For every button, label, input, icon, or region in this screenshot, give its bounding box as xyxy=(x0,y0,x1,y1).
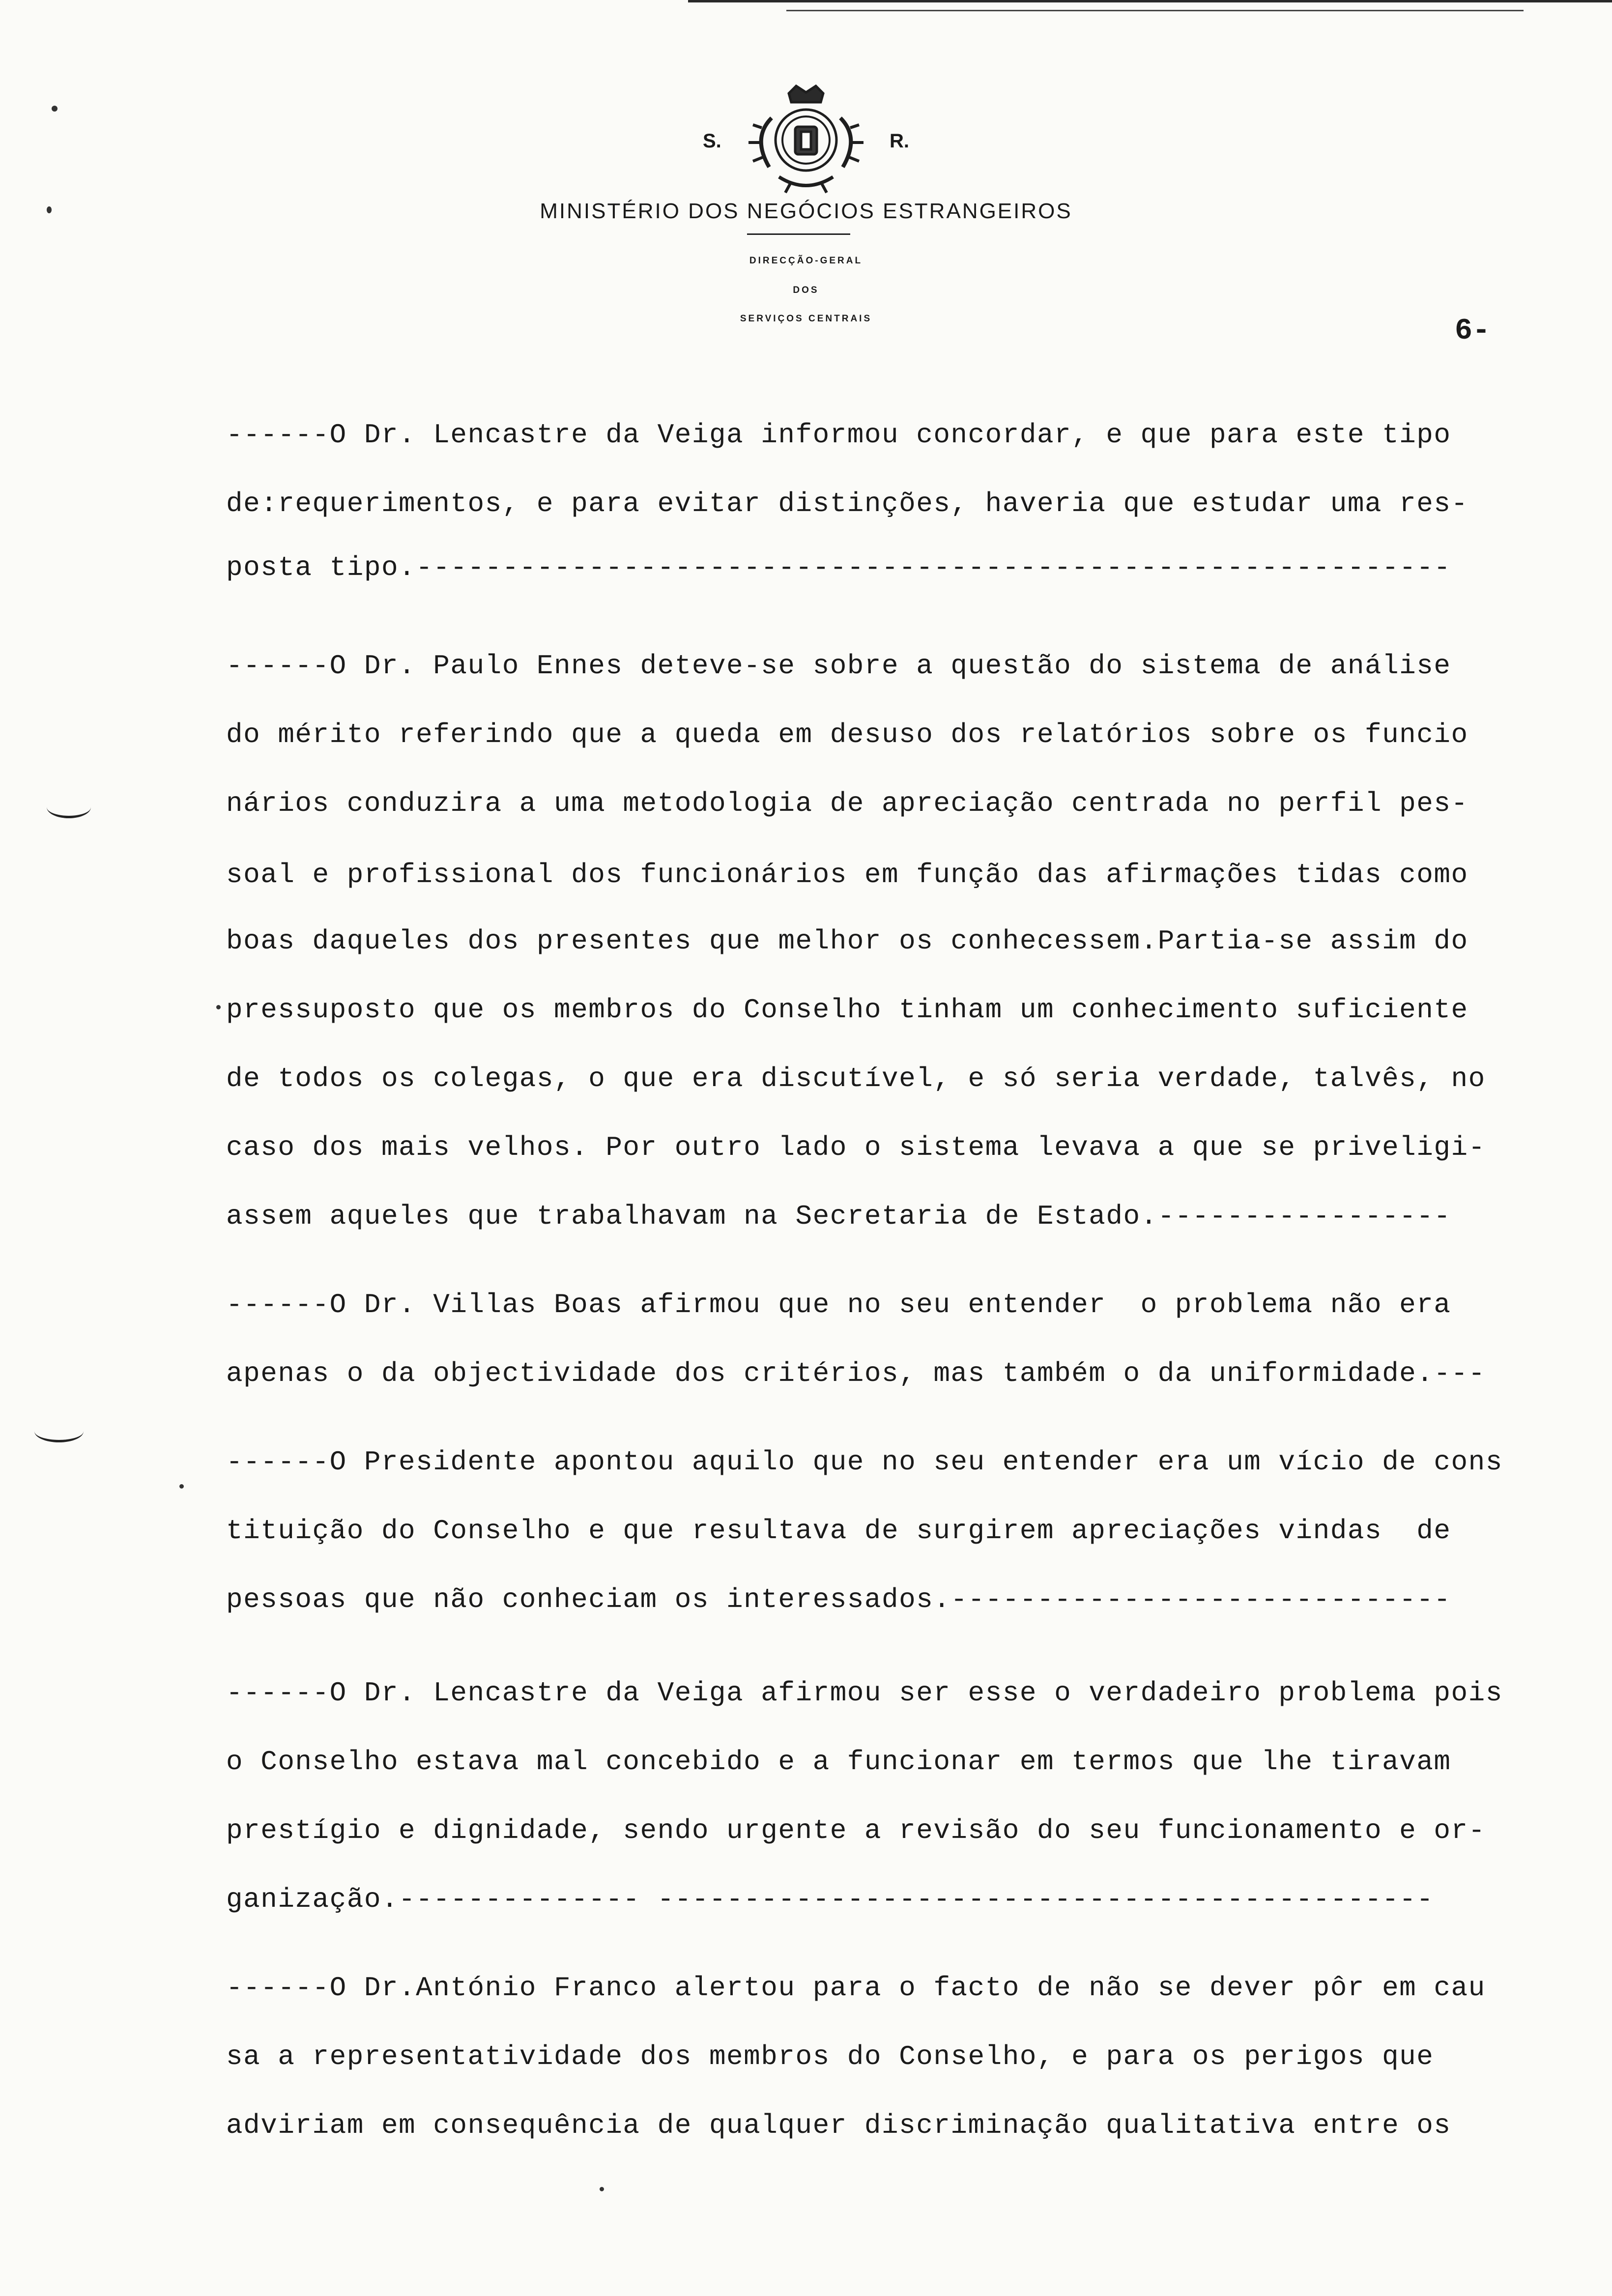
subheading-line-1: DIRECÇÃO-GERAL xyxy=(749,256,863,266)
text-line: ------O Dr.António Franco alertou para o facto de não se dever pôr em cau xyxy=(226,1972,1486,2004)
text-line: apenas o da objectividade dos critérios, mas também o da uniformidade.--- xyxy=(226,1358,1486,1389)
text-line: ------O Dr. Paulo Ennes deteve-se sobre a questão do sistema de análise xyxy=(226,650,1451,682)
top-edge-rule-secondary xyxy=(786,10,1524,11)
text-line: posta tipo.------------------------------------------------------------ xyxy=(226,552,1451,583)
text-line: sa a representatividade dos membros do Conselho, e para os perigos que xyxy=(226,2041,1434,2072)
text-line: boas daqueles dos presentes que melhor os conhecessem.Partia-se assim do xyxy=(226,925,1468,957)
subheading-line-3: SERVIÇOS CENTRAIS xyxy=(740,314,872,324)
text-line: pressuposto que os membros do Conselho tinham um conhecimento suficiente xyxy=(226,994,1468,1026)
text-line: assem aqueles que trabalhavam na Secretaria de Estado.----------------- xyxy=(226,1201,1451,1232)
scan-speck xyxy=(179,1484,184,1489)
ministry-underline xyxy=(747,233,850,235)
text-line: o Conselho estava mal concebido e a funcionar em termos que lhe tiravam xyxy=(226,1746,1451,1778)
text-line: soal e profissional dos funcionários em função das afirmações tidas como xyxy=(226,859,1468,890)
text-line: caso dos mais velhos. Por outro lado o sistema levava a que se priveligi- xyxy=(226,1132,1486,1163)
punch-hole-mark xyxy=(34,1420,84,1442)
text-line: prestígio e dignidade, sendo urgente a revisão do seu funcionamento e or- xyxy=(226,1815,1486,1846)
text-line: adviriam em consequência de qualquer discriminação qualitativa entre os xyxy=(226,2110,1451,2141)
text-line: ------O Dr. Lencastre da Veiga informou concordar, e que para este tipo xyxy=(226,419,1451,451)
scan-speck xyxy=(52,106,58,112)
coat-of-arms-icon xyxy=(742,84,870,197)
text-line: ------O Presidente apontou aquilo que no seu entender era um vício de cons xyxy=(226,1446,1503,1478)
top-edge-rule xyxy=(688,0,1612,2)
scan-speck xyxy=(600,2187,604,2191)
text-line: ------O Dr. Lencastre da Veiga afirmou ser esse o verdadeiro problema pois xyxy=(226,1677,1503,1709)
text-line: de:requerimentos, e para evitar distinções, haveria que estudar uma res- xyxy=(226,488,1468,519)
scan-speck xyxy=(47,206,52,213)
text-line: tituição do Conselho e que resultava de surgirem apreciações vindas de xyxy=(226,1515,1451,1547)
text-line: do mérito referindo que a queda em desuso dos relatórios sobre os funcio xyxy=(226,719,1468,750)
text-line: ganização.-------------- --------------------------------------------- xyxy=(226,1884,1434,1915)
ministry-heading: MINISTÉRIO DOS NEGÓCIOS ESTRANGEIROS xyxy=(540,199,1072,223)
text-line: ------O Dr. Villas Boas afirmou que no seu entender o problema não era xyxy=(226,1289,1451,1320)
letterhead-right-letter: R. xyxy=(890,130,909,152)
letterhead-left-letter: S. xyxy=(703,130,721,152)
page-number: 6- xyxy=(1455,315,1491,348)
letterhead-seal-row xyxy=(683,84,929,197)
text-line: de todos os colegas, o que era discutível, e só seria verdade, talvês, no xyxy=(226,1063,1486,1094)
subheading-line-2: DOS xyxy=(793,285,819,295)
text-line: nários conduzira a uma metodologia de apreciação centrada no perfil pes- xyxy=(226,788,1468,819)
punch-hole-mark xyxy=(47,796,91,818)
text-line: pessoas que não conheciam os interessados.----------------------------- xyxy=(226,1584,1451,1615)
scan-speck xyxy=(216,1005,221,1009)
